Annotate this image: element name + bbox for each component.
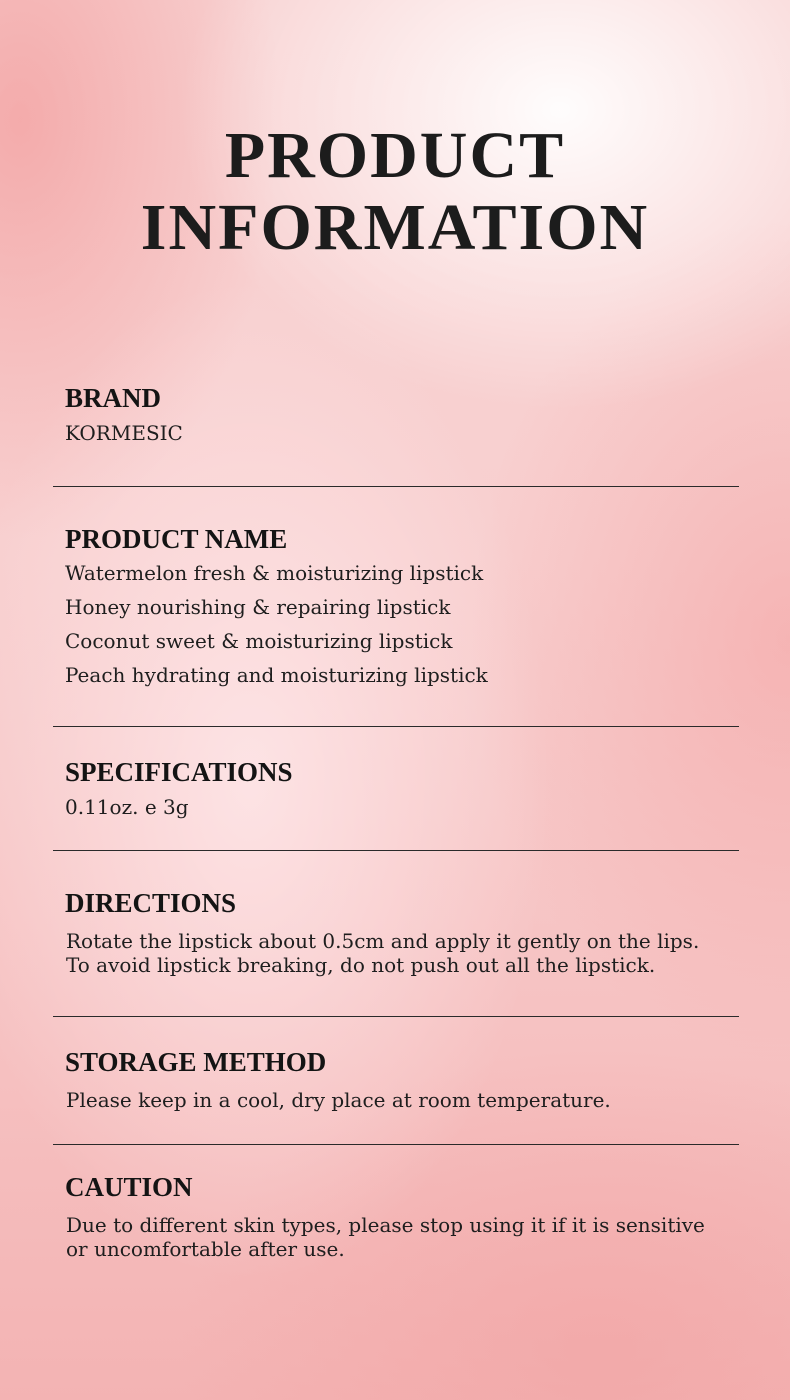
- specifications-heading: SPECIFICATIONS: [65, 757, 293, 787]
- storage-method-text: Please keep in a cool, dry place at room temperature.: [66, 1088, 611, 1112]
- product-name-item: Coconut sweet & moisturizing lipstick: [65, 629, 453, 653]
- specifications-section: [65, 756, 725, 824]
- divider: [53, 726, 739, 727]
- product-name-item: Watermelon fresh & moisturizing lipstick: [65, 561, 484, 585]
- divider: [53, 850, 739, 851]
- page-title-line-2: INFORMATION: [140, 191, 650, 264]
- storage-method-heading: STORAGE METHOD: [65, 1047, 327, 1077]
- page-title: [0, 120, 790, 264]
- brand-section: [65, 382, 725, 450]
- divider: [53, 1016, 739, 1017]
- divider: [53, 486, 739, 487]
- caution-text: Due to different skin types, please stop using it if it is sensitive or uncomfortable after use.: [66, 1213, 705, 1261]
- divider: [53, 1144, 739, 1145]
- brand-value: KORMESIC: [65, 421, 183, 445]
- brand-heading: BRAND: [65, 383, 162, 413]
- directions-heading: DIRECTIONS: [65, 888, 237, 918]
- product-name-item: Honey nourishing & repairing lipstick: [65, 595, 451, 619]
- caution-section: [65, 1171, 725, 1261]
- caution-heading: CAUTION: [65, 1172, 193, 1202]
- product-name-item: Peach hydrating and moisturizing lipstick: [65, 663, 488, 687]
- storage-method-section: [65, 1046, 725, 1112]
- directions-text: Rotate the lipstick about 0.5cm and apply it gently on the lips. To avoid lipstick breaking, do not push out all the lipstick.: [66, 929, 700, 977]
- specifications-value: 0.11oz. e 3g: [65, 795, 189, 819]
- product-name-section: [65, 523, 725, 692]
- product-name-heading: PRODUCT NAME: [65, 524, 288, 554]
- page-title-line-1: PRODUCT: [224, 119, 566, 192]
- directions-section: [65, 887, 725, 977]
